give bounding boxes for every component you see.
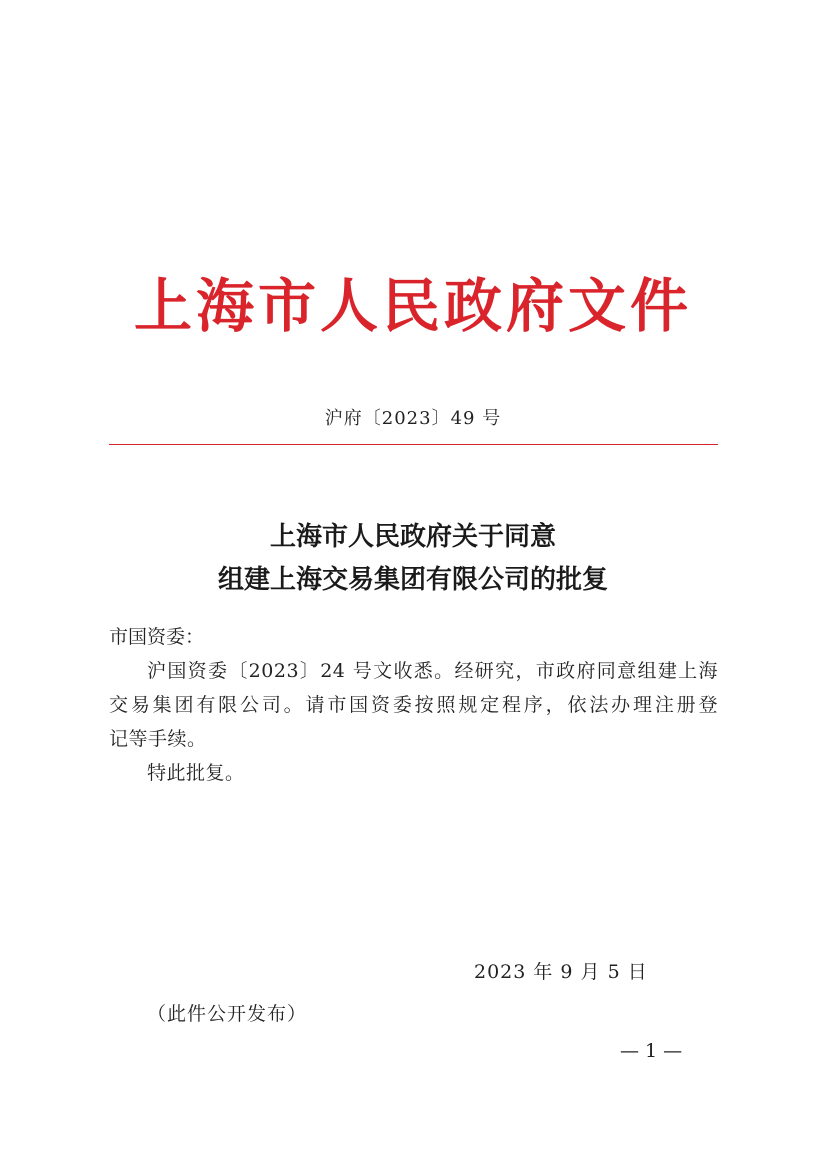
- body-paragraph-1: [109, 654, 718, 756]
- red-divider-line: [109, 444, 718, 445]
- public-release-note: （此件公开发布）: [147, 1003, 308, 1025]
- document-masthead: 上海市人民政府文件: [133, 272, 692, 340]
- document-number: 沪府〔2023〕49 号: [324, 408, 502, 429]
- body-paragraph-1-line-3: 记等手续。: [109, 728, 207, 750]
- body-paragraph-2: 特此批复。: [147, 762, 245, 784]
- document-title-line-2: 组建上海交易集团有限公司的批复: [217, 565, 608, 595]
- page-number: — 1 —: [620, 1040, 683, 1062]
- issue-date: 2023 年 9 月 5 日: [474, 961, 648, 983]
- body-paragraph-1-line-2: 交易集团有限公司。请市国资委按照规定程序，依法办理注册登: [109, 694, 718, 716]
- body-paragraph-1-line-1: 沪国资委〔2023〕24 号文收悉。经研究，市政府同意组建上海: [147, 660, 718, 682]
- document-title-line-1: 上海市人民政府关于同意: [269, 522, 556, 552]
- addressee: 市国资委：: [109, 626, 205, 648]
- document-title: [0, 516, 826, 602]
